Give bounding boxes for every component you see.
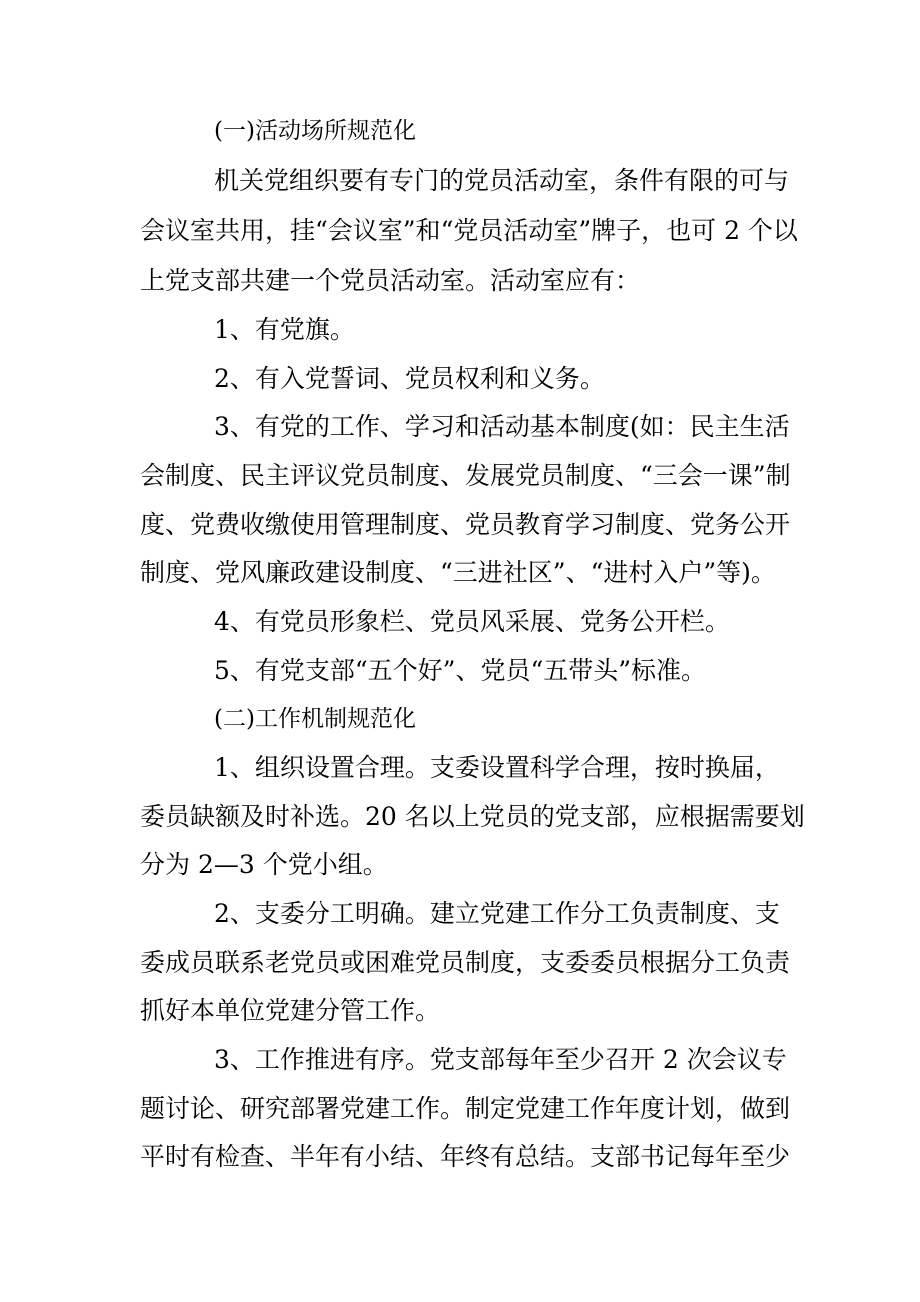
list-item: 3、工作推进有序。党支部每年至少召开 2 次会议专 <box>214 1045 787 1074</box>
paragraph-line: 题讨论、研究部署党建工作。制定党建工作年度计划，做到 <box>140 1094 791 1123</box>
paragraph-line: 委成员联系老党员或困难党员制度，支委委员根据分工负责 <box>140 948 791 977</box>
paragraph-line: 抓好本单位党建分管工作。 <box>140 996 441 1025</box>
list-item: 3、有党的工作、学习和活动基本制度(如：民主生活 <box>214 412 790 441</box>
list-item: 5、有党支部“五个好”、党员“五带头”标准。 <box>214 656 707 685</box>
list-item: 1、组织设置合理。支委设置科学合理，按时换届， <box>214 753 780 782</box>
section-heading-1: (一)活动场所规范化 <box>214 118 416 144</box>
paragraph-line: 委员缺额及时补选。20 名以上党员的党支部，应根据需要划 <box>140 802 805 831</box>
list-item: 2、有入党誓词、党员权利和义务。 <box>214 364 605 393</box>
list-item: 1、有党旗。 <box>214 315 355 344</box>
section-heading-2: (二)工作机制规范化 <box>214 706 416 732</box>
list-item: 4、有党员形象栏、党员风采展、党务公开栏。 <box>214 607 730 636</box>
paragraph-line: 会议室共用，挂“会议室”和“党员活动室”牌子，也可 2 个以 <box>140 216 798 245</box>
paragraph-line: 分为 2—3 个党小组。 <box>140 850 388 879</box>
paragraph-line: 机关党组织要有专门的党员活动室，条件有限的可与 <box>214 166 790 195</box>
paragraph-line: 度、党费收缴使用管理制度、党员教育学习制度、党务公开 <box>140 510 791 539</box>
paragraph-line: 平时有检查、半年有小结、年终有总结。支部书记每年至少 <box>140 1142 791 1171</box>
paragraph-line: 会制度、民主评议党员制度、发展党员制度、“三会一课”制 <box>140 461 791 490</box>
paragraph-line: 制度、党风廉政建设制度、“三进社区”、“进村入户”等)。 <box>140 558 776 587</box>
list-item: 2、支委分工明确。建立党建工作分工负责制度、支 <box>214 899 780 928</box>
paragraph-line: 上党支部共建一个党员活动室。活动室应有： <box>140 266 641 295</box>
